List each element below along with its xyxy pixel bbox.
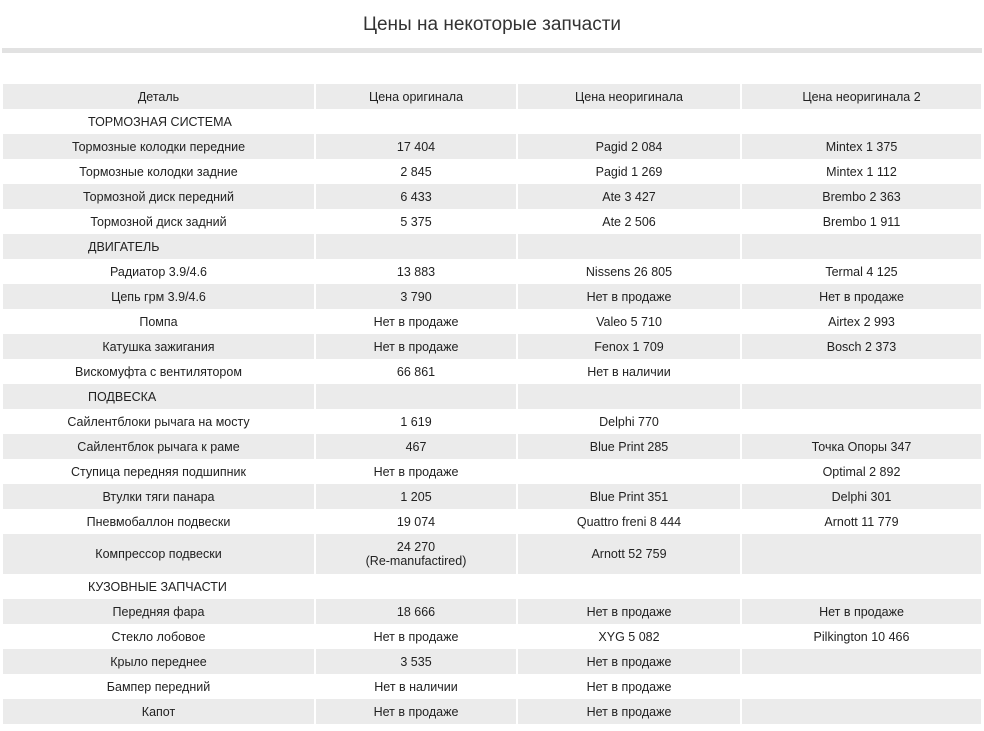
cell-text: Нет в продаже: [586, 704, 672, 719]
cell-text: 18 666: [396, 604, 436, 619]
cell-text: ДВИГАТЕЛЬ: [88, 239, 160, 254]
cell-original-price: [315, 624, 517, 649]
section-row: [3, 574, 981, 599]
cell-original-price: [315, 134, 517, 159]
cell-original-price: [315, 699, 517, 724]
cell-nonoriginal-price: [517, 699, 741, 724]
cell-nonoriginal-price: [517, 574, 741, 599]
cell-text: Нет в продаже: [373, 314, 459, 329]
cell-original-price: [315, 184, 517, 209]
cell-text: Delphi 770: [599, 414, 659, 429]
cell-nonoriginal-price: [517, 109, 741, 134]
cell-original-price: [315, 359, 517, 384]
cell-text: Тормозной диск передний: [83, 189, 234, 204]
cell-nonoriginal-price: [517, 599, 741, 624]
cell-nonoriginal-price-2: [741, 309, 981, 334]
cell-nonoriginal-price-2: [741, 699, 981, 724]
cell-nonoriginal-price-2: [741, 509, 981, 534]
cell-text: Сайлентблок рычага к раме: [77, 439, 240, 454]
cell-nonoriginal-price: [517, 384, 741, 409]
cell-text: Крыло переднее: [110, 654, 207, 669]
cell-text: Optimal 2 892: [822, 464, 901, 479]
cell-text: Пневмобаллон подвески: [86, 514, 231, 529]
cell-part: [3, 359, 315, 384]
cell-original-price: [315, 434, 517, 459]
cell-text: 1 205: [400, 489, 432, 504]
table-row: [3, 649, 981, 674]
cell-part: [3, 674, 315, 699]
cell-part: [3, 409, 315, 434]
cell-text: Нет в продаже: [373, 704, 459, 719]
cell-text: ПОДВЕСКА: [88, 389, 157, 404]
cell-part: [3, 459, 315, 484]
cell-text: Капот: [141, 704, 176, 719]
cell-nonoriginal-price: [517, 359, 741, 384]
cell-nonoriginal-price-2: [741, 674, 981, 699]
cell-nonoriginal-price-2: [741, 259, 981, 284]
cell-text: Nissens 26 805: [585, 264, 673, 279]
cell-text: Тормозные колодки передние: [71, 139, 246, 154]
cell-nonoriginal-price: [517, 534, 741, 574]
table-row: [3, 309, 981, 334]
cell-original-price: [315, 409, 517, 434]
cell-original-price: [315, 309, 517, 334]
cell-part: [3, 284, 315, 309]
page-title: Цены на некоторые запчасти: [362, 14, 622, 35]
cell-original-price: [315, 674, 517, 699]
header-cell-nonoriginal-price: Цена неоригинала: [517, 84, 741, 109]
cell-text: Valeo 5 710: [596, 314, 662, 329]
cell-nonoriginal-price: [517, 209, 741, 234]
cell-nonoriginal-price: [517, 434, 741, 459]
cell-nonoriginal-price: [517, 674, 741, 699]
table-row: [3, 159, 981, 184]
table-row: [3, 359, 981, 384]
cell-nonoriginal-price: [517, 234, 741, 259]
cell-text: Pagid 2 084: [595, 139, 663, 154]
cell-text: Цепь грм 3.9/4.6: [111, 289, 206, 304]
cell-part: [3, 624, 315, 649]
cell-text: Brembo 2 363: [822, 189, 901, 204]
cell-text: 6 433: [400, 189, 432, 204]
cell-text: Blue Print 285: [589, 439, 669, 454]
cell-original-price: [315, 259, 517, 284]
cell-part: [3, 184, 315, 209]
cell-original-price: [315, 649, 517, 674]
cell-text: Сайлентблоки рычага на мосту: [67, 414, 250, 429]
cell-text: Нет в продаже: [373, 629, 459, 644]
cell-original-price: [315, 484, 517, 509]
cell-text: Mintex 1 375: [825, 139, 898, 154]
cell-part: [3, 259, 315, 284]
cell-nonoriginal-price-2: [741, 384, 981, 409]
cell-text: Blue Print 351: [589, 489, 669, 504]
cell-nonoriginal-price: [517, 184, 741, 209]
section-row: [3, 384, 981, 409]
cell-original-price: [315, 534, 517, 574]
header-cell-nonoriginal-price-2: Цена неоригинала 2: [741, 84, 981, 109]
table-row: [3, 624, 981, 649]
cell-nonoriginal-price: [517, 159, 741, 184]
cell-text: Нет в наличии: [587, 364, 671, 379]
cell-original-price: [315, 234, 517, 259]
cell-nonoriginal-price: [517, 624, 741, 649]
cell-text: Втулки тяги панара: [102, 489, 215, 504]
table-row: [3, 459, 981, 484]
cell-original-price: [315, 599, 517, 624]
cell-nonoriginal-price-2: [741, 159, 981, 184]
cell-text: Нет в наличии: [374, 679, 458, 694]
cell-text: 66 861: [396, 364, 436, 379]
header-cell-original-price: Цена оригинала: [315, 84, 517, 109]
cell-original-price: [315, 109, 517, 134]
table-row: [3, 699, 981, 724]
cell-text: 3 535: [400, 654, 432, 669]
cell-part: [3, 509, 315, 534]
cell-part: [3, 134, 315, 159]
section-title: [3, 109, 315, 134]
cell-text: XYG 5 082: [598, 629, 660, 644]
cell-text: Нет в продаже: [586, 604, 672, 619]
cell-text: 2 845: [400, 164, 432, 179]
price-table: [3, 84, 981, 724]
cell-nonoriginal-price-2: [741, 234, 981, 259]
cell-text: Нет в продаже: [819, 604, 904, 619]
cell-text: Delphi 301: [831, 489, 892, 504]
cell-nonoriginal-price: [517, 484, 741, 509]
cell-original-price: [315, 574, 517, 599]
title-divider: [2, 48, 982, 53]
cell-text: Mintex 1 112: [826, 164, 897, 179]
cell-nonoriginal-price-2: [741, 484, 981, 509]
cell-nonoriginal-price-2: [741, 109, 981, 134]
cell-text: Нет в продаже: [373, 339, 459, 354]
cell-nonoriginal-price: [517, 409, 741, 434]
cell-nonoriginal-price: [517, 649, 741, 674]
cell-nonoriginal-price: [517, 134, 741, 159]
cell-nonoriginal-price-2: [741, 209, 981, 234]
cell-text: КУЗОВНЫЕ ЗАПЧАСТИ: [88, 579, 227, 594]
table-row: [3, 434, 981, 459]
cell-text: Помпа: [139, 314, 178, 329]
header-cell-part: Деталь: [3, 84, 315, 109]
cell-text: Вискомуфта с вентилятором: [75, 364, 242, 379]
cell-text: Бампер передний: [106, 679, 211, 694]
cell-text: Ступица передняя подшипник: [71, 464, 246, 479]
cell-text: Termal 4 125: [825, 264, 898, 279]
cell-nonoriginal-price-2: [741, 409, 981, 434]
cell-text: Pagid 1 269: [595, 164, 663, 179]
cell-nonoriginal-price: [517, 459, 741, 484]
cell-text: Тормозной диск задний: [90, 214, 227, 229]
cell-nonoriginal-price-2: [741, 284, 981, 309]
cell-text: Стекло лобовое: [111, 629, 206, 644]
cell-part: [3, 534, 315, 574]
table-row: [3, 534, 981, 574]
cell-original-price: [315, 509, 517, 534]
cell-nonoriginal-price-2: [741, 134, 981, 159]
cell-nonoriginal-price: [517, 309, 741, 334]
cell-part: [3, 309, 315, 334]
cell-text: Нет в продаже: [586, 289, 672, 304]
cell-original-price: [315, 209, 517, 234]
cell-text: 17 404: [396, 139, 436, 154]
cell-text: 467: [405, 439, 427, 454]
cell-nonoriginal-price-2: [741, 599, 981, 624]
cell-text: Bosch 2 373: [826, 339, 897, 354]
cell-part: [3, 649, 315, 674]
table-row: [3, 209, 981, 234]
cell-text: Нет в продаже: [586, 679, 672, 694]
cell-text: Нет в продаже: [819, 289, 904, 304]
cell-nonoriginal-price-2: [741, 624, 981, 649]
cell-part: [3, 699, 315, 724]
cell-original-price: [315, 334, 517, 359]
table-row: [3, 599, 981, 624]
table-row: [3, 184, 981, 209]
cell-text: Brembo 1 911: [822, 214, 901, 229]
cell-nonoriginal-price-2: [741, 459, 981, 484]
cell-text: Arnott 11 779: [824, 514, 899, 529]
cell-original-price: [315, 284, 517, 309]
cell-text: 5 375: [400, 214, 432, 229]
cell-nonoriginal-price-2: [741, 184, 981, 209]
table-row: [3, 484, 981, 509]
cell-text: Ate 2 506: [602, 214, 656, 229]
cell-nonoriginal-price: [517, 509, 741, 534]
table-row: [3, 409, 981, 434]
cell-text: Нет в продаже: [373, 464, 459, 479]
cell-nonoriginal-price: [517, 259, 741, 284]
cell-text: Pilkington 10 466: [813, 629, 910, 644]
cell-text: 3 790: [400, 289, 432, 304]
cell-text: Нет в продаже: [586, 654, 672, 669]
cell-part: [3, 209, 315, 234]
table-header-row: [3, 84, 981, 109]
cell-nonoriginal-price-2: [741, 649, 981, 674]
cell-text: Точка Опоры 347: [811, 439, 912, 454]
cell-text: Arnott 52 759: [591, 547, 667, 561]
cell-text: Fenox 1 709: [594, 339, 664, 354]
cell-original-price: [315, 384, 517, 409]
cell-text: Катушка зажигания: [102, 339, 215, 354]
cell-text: Quattro freni 8 444: [576, 514, 682, 529]
table-row: [3, 334, 981, 359]
cell-nonoriginal-price-2: [741, 434, 981, 459]
section-row: [3, 234, 981, 259]
cell-text: 13 883: [396, 264, 436, 279]
section-row: [3, 109, 981, 134]
section-title: [3, 234, 315, 259]
cell-text: 24 270: [396, 540, 436, 554]
cell-original-price: [315, 459, 517, 484]
cell-text: 19 074: [396, 514, 436, 529]
cell-nonoriginal-price-2: [741, 334, 981, 359]
cell-part: [3, 484, 315, 509]
cell-nonoriginal-price-2: [741, 534, 981, 574]
cell-part: [3, 334, 315, 359]
section-title: [3, 574, 315, 599]
section-title: [3, 384, 315, 409]
cell-nonoriginal-price-2: [741, 359, 981, 384]
cell-original-price: [315, 159, 517, 184]
cell-text: 1 619: [400, 414, 432, 429]
cell-text: Тормозные колодки задние: [79, 164, 238, 179]
cell-text: Ate 3 427: [602, 189, 656, 204]
table-row: [3, 259, 981, 284]
cell-text: Компрессор подвески: [95, 547, 222, 561]
cell-text: Передняя фара: [112, 604, 205, 619]
cell-text: Радиатор 3.9/4.6: [109, 264, 207, 279]
table-row: [3, 509, 981, 534]
cell-text: ТОРМОЗНАЯ СИСТЕМА: [88, 114, 232, 129]
cell-nonoriginal-price-2: [741, 574, 981, 599]
cell-nonoriginal-price: [517, 334, 741, 359]
table-row: [3, 674, 981, 699]
table-row: [3, 134, 981, 159]
cell-part: [3, 599, 315, 624]
price-table-body: [3, 84, 981, 724]
table-row: [3, 284, 981, 309]
cell-text: Airtex 2 993: [828, 314, 895, 329]
cell-nonoriginal-price: [517, 284, 741, 309]
cell-note: (Re-manufactired): [365, 554, 467, 568]
cell-part: [3, 159, 315, 184]
cell-part: [3, 434, 315, 459]
